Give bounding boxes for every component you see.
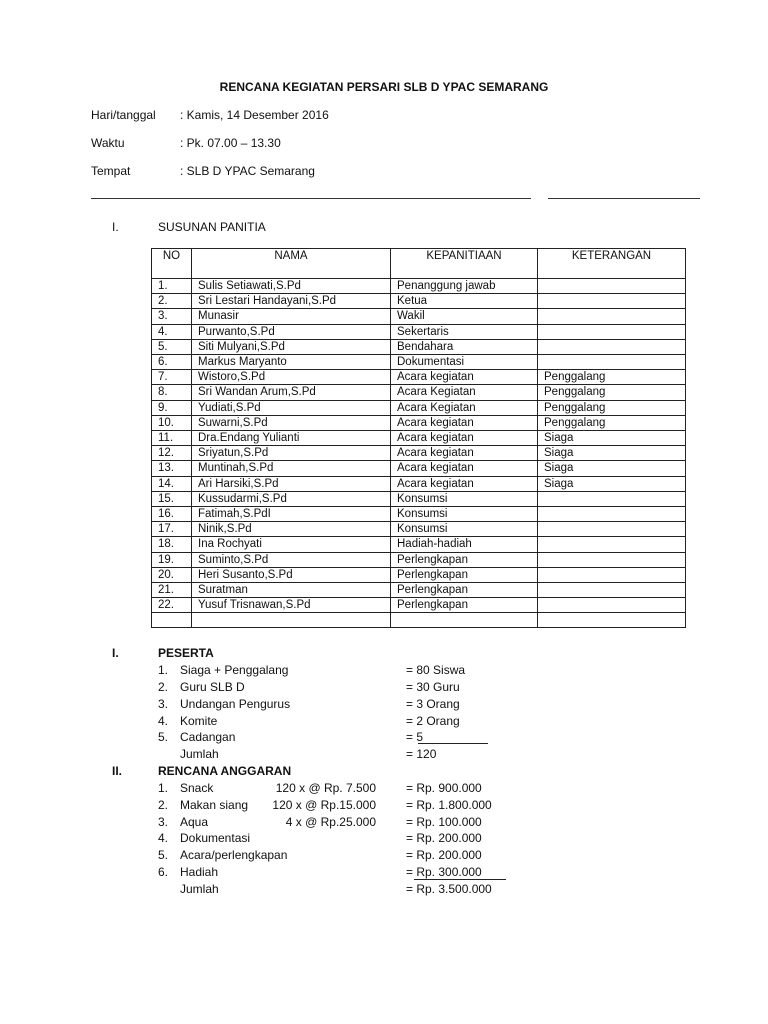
header-kepanitiaan: KEPANITIAAN: [391, 249, 538, 279]
cell-nama: Muntinah,S.Pd: [192, 461, 391, 476]
cell-no: 8.: [152, 385, 192, 400]
table-row: [152, 339, 686, 354]
cell-nama: Ina Rochyati: [192, 537, 391, 552]
cell-keterangan: [538, 294, 686, 309]
anggaran-item-number: 5.: [158, 848, 169, 862]
committee-table-body: [152, 279, 686, 628]
cell-kepanitiaan: Perlengkapan: [391, 567, 538, 582]
section-anggaran-number: II.: [112, 764, 123, 778]
cell-nama: Heri Susanto,S.Pd: [192, 567, 391, 582]
cell-nama: Yudiati,S.Pd: [192, 400, 391, 415]
cell-nama: Ari Harsiki,S.Pd: [192, 476, 391, 491]
info-label-date: Hari/tanggal: [91, 108, 156, 122]
anggaran-item-calc: 4 x @ Rp.25.000: [285, 815, 376, 829]
cell-no: 2.: [152, 294, 192, 309]
cell-keterangan: [538, 537, 686, 552]
table-row: [152, 583, 686, 598]
cell-nama: Wistoro,S.Pd: [192, 370, 391, 385]
anggaran-total-label: Jumlah: [180, 882, 219, 896]
peserta-item-value: = 5: [406, 730, 424, 744]
cell-kepanitiaan: Perlengkapan: [391, 598, 538, 613]
anggaran-item-label: Dokumentasi: [180, 831, 251, 845]
cell-kepanitiaan: Perlengkapan: [391, 583, 538, 598]
anggaran-total-value: = Rp. 3.500.000: [406, 882, 492, 896]
table-row: [152, 476, 686, 491]
peserta-item-value: = 3 Orang: [406, 697, 460, 711]
cell-keterangan: Penggalang: [538, 370, 686, 385]
peserta-total-value: = 120: [406, 747, 437, 761]
table-row: [152, 598, 686, 613]
cell-no: 18.: [152, 537, 192, 552]
cell-keterangan: [538, 567, 686, 582]
cell-no: 11.: [152, 431, 192, 446]
anggaran-item-value: = Rp. 200.000: [406, 831, 482, 845]
cell-nama: Dra.Endang Yulianti: [192, 431, 391, 446]
cell-keterangan: [538, 355, 686, 370]
peserta-item-number: 2.: [158, 680, 169, 694]
peserta-item-value: = 30 Guru: [406, 680, 460, 694]
peserta-item-label: Siaga + Penggalang: [180, 663, 289, 677]
info-value-time: : Pk. 07.00 – 13.30: [180, 136, 281, 150]
cell-kepanitiaan: Acara kegiatan: [391, 461, 538, 476]
cell-keterangan: Siaga: [538, 461, 686, 476]
peserta-item-number: 4.: [158, 714, 169, 728]
section-peserta-number: I.: [112, 646, 119, 660]
cell-keterangan: [538, 552, 686, 567]
cell-nama: Suwarni,S.Pd: [192, 415, 391, 430]
section-peserta-title: PESERTA: [158, 646, 214, 660]
anggaran-item-value: = Rp. 1.800.000: [406, 798, 492, 812]
header-nama: NAMA: [192, 249, 391, 279]
table-row: [152, 507, 686, 522]
table-row: [152, 537, 686, 552]
anggaran-item-number: 1.: [158, 781, 169, 795]
peserta-item-label: Cadangan: [180, 730, 236, 744]
cell-keterangan: Siaga: [538, 446, 686, 461]
anggaran-item-label: Hadiah: [180, 865, 219, 879]
peserta-sum-underline: [418, 743, 488, 744]
anggaran-item-label: Snack: [180, 781, 214, 795]
table-row: [152, 294, 686, 309]
cell-kepanitiaan: Acara kegiatan: [391, 431, 538, 446]
peserta-item-label: Komite: [180, 714, 218, 728]
cell-keterangan: [538, 522, 686, 537]
table-row: [152, 431, 686, 446]
cell-keterangan: [538, 324, 686, 339]
cell-no: 16.: [152, 507, 192, 522]
cell-kepanitiaan: Wakil: [391, 309, 538, 324]
cell-nama: Fatimah,S.PdI: [192, 507, 391, 522]
document-title: RENCANA KEGIATAN PERSARI SLB D YPAC SEMARANG: [219, 80, 549, 94]
cell-keterangan: Penggalang: [538, 385, 686, 400]
table-row: [152, 552, 686, 567]
cell-kepanitiaan: Acara kegiatan: [391, 415, 538, 430]
cell-empty: [391, 613, 538, 628]
cell-no: 7.: [152, 370, 192, 385]
table-row: [152, 324, 686, 339]
cell-nama: Sulis Setiawati,S.Pd: [192, 279, 391, 294]
cell-nama: Suratman: [192, 583, 391, 598]
table-row: [152, 400, 686, 415]
cell-no: 19.: [152, 552, 192, 567]
anggaran-item-number: 3.: [158, 815, 169, 829]
table-header-row: [152, 249, 686, 279]
cell-nama: Suminto,S.Pd: [192, 552, 391, 567]
table-row: [152, 309, 686, 324]
table-row: [152, 370, 686, 385]
cell-keterangan: [538, 279, 686, 294]
cell-no: 4.: [152, 324, 192, 339]
cell-kepanitiaan: Acara kegiatan: [391, 446, 538, 461]
anggaran-item-label: Aqua: [180, 815, 209, 829]
cell-kepanitiaan: Acara kegiatan: [391, 476, 538, 491]
anggaran-item-value: = Rp. 900.000: [406, 781, 482, 795]
section-anggaran-title: RENCANA ANGGARAN: [158, 764, 292, 778]
cell-no: 22.: [152, 598, 192, 613]
section-susunan-number: I.: [112, 220, 119, 234]
cell-keterangan: [538, 339, 686, 354]
cell-no: 21.: [152, 583, 192, 598]
cell-kepanitiaan: Dokumentasi: [391, 355, 538, 370]
anggaran-item-calc: 120 x @ Rp.15.000: [272, 798, 376, 812]
anggaran-item-calc: 120 x @ Rp. 7.500: [275, 781, 376, 795]
table-row: [152, 461, 686, 476]
cell-keterangan: Penggalang: [538, 400, 686, 415]
table-row: [152, 491, 686, 506]
peserta-item-label: Undangan Pengurus: [180, 697, 291, 711]
cell-no: 6.: [152, 355, 192, 370]
cell-no: 9.: [152, 400, 192, 415]
cell-nama: Sri Lestari Handayani,S.Pd: [192, 294, 391, 309]
cell-kepanitiaan: Acara kegiatan: [391, 370, 538, 385]
peserta-item-number: 1.: [158, 663, 169, 677]
cell-kepanitiaan: Ketua: [391, 294, 538, 309]
cell-no: 1.: [152, 279, 192, 294]
cell-nama: Kussudarmi,S.Pd: [192, 491, 391, 506]
cell-no: 17.: [152, 522, 192, 537]
header-keterangan: KETERANGAN: [538, 249, 686, 279]
cell-kepanitiaan: Acara Kegiatan: [391, 385, 538, 400]
anggaran-item-number: 4.: [158, 831, 169, 845]
cell-no: 15.: [152, 491, 192, 506]
cell-keterangan: [538, 309, 686, 324]
cell-no: 3.: [152, 309, 192, 324]
peserta-item-label: Guru SLB D: [180, 680, 245, 694]
table-row: [152, 385, 686, 400]
cell-kepanitiaan: Konsumsi: [391, 491, 538, 506]
info-value-place: : SLB D YPAC Semarang: [180, 164, 315, 178]
cell-nama: Munasir: [192, 309, 391, 324]
table-row: [152, 446, 686, 461]
info-value-date: : Kamis, 14 Desember 2016: [180, 108, 329, 122]
cell-no: 20.: [152, 567, 192, 582]
divider-right: [548, 198, 700, 199]
anggaran-item-value: = Rp. 200.000: [406, 848, 482, 862]
section-susunan-title: SUSUNAN PANITIA: [158, 220, 266, 234]
divider-left: [91, 198, 531, 199]
cell-nama: Sri Wandan Arum,S.Pd: [192, 385, 391, 400]
cell-nama: Purwanto,S.Pd: [192, 324, 391, 339]
cell-kepanitiaan: Hadiah-hadiah: [391, 537, 538, 552]
cell-keterangan: [538, 583, 686, 598]
cell-keterangan: [538, 507, 686, 522]
cell-empty: [152, 613, 192, 628]
peserta-item-value: = 2 Orang: [406, 714, 460, 728]
cell-kepanitiaan: Acara Kegiatan: [391, 400, 538, 415]
cell-nama: Markus Maryanto: [192, 355, 391, 370]
cell-keterangan: [538, 491, 686, 506]
cell-kepanitiaan: Konsumsi: [391, 522, 538, 537]
peserta-item-value: = 80 Siswa: [406, 663, 466, 677]
peserta-item-number: 5.: [158, 730, 169, 744]
cell-kepanitiaan: Sekertaris: [391, 324, 538, 339]
header-no: NO: [152, 249, 192, 279]
cell-keterangan: Penggalang: [538, 415, 686, 430]
anggaran-item-label: Makan siang: [180, 798, 249, 812]
anggaran-item-number: 6.: [158, 865, 169, 879]
info-label-place: Tempat: [91, 164, 131, 178]
table-row: [152, 279, 686, 294]
peserta-total-label: Jumlah: [180, 747, 219, 761]
anggaran-item-label: Acara/perlengkapan: [180, 848, 288, 862]
cell-no: 12.: [152, 446, 192, 461]
cell-empty: [538, 613, 686, 628]
table-row: [152, 522, 686, 537]
cell-no: 5.: [152, 339, 192, 354]
anggaran-item-value: = Rp. 300.000: [406, 865, 482, 879]
cell-keterangan: Siaga: [538, 431, 686, 446]
committee-table: [151, 248, 686, 628]
cell-keterangan: [538, 598, 686, 613]
cell-kepanitiaan: Bendahara: [391, 339, 538, 354]
cell-kepanitiaan: Penanggung jawab: [391, 279, 538, 294]
cell-nama: Ninik,S.Pd: [192, 522, 391, 537]
cell-no: 13.: [152, 461, 192, 476]
cell-keterangan: Siaga: [538, 476, 686, 491]
table-row: [152, 567, 686, 582]
anggaran-item-value: = Rp. 100.000: [406, 815, 482, 829]
cell-kepanitiaan: Konsumsi: [391, 507, 538, 522]
table-row-empty: [152, 613, 686, 628]
cell-kepanitiaan: Perlengkapan: [391, 552, 538, 567]
table-row: [152, 355, 686, 370]
peserta-item-number: 3.: [158, 697, 169, 711]
cell-no: 10.: [152, 415, 192, 430]
table-row: [152, 415, 686, 430]
anggaran-sum-underline: [414, 879, 506, 880]
anggaran-item-number: 2.: [158, 798, 169, 812]
cell-nama: Sriyatun,S.Pd: [192, 446, 391, 461]
cell-empty: [192, 613, 391, 628]
info-label-time: Waktu: [91, 136, 125, 150]
cell-nama: Yusuf Trisnawan,S.Pd: [192, 598, 391, 613]
cell-nama: Siti Mulyani,S.Pd: [192, 339, 391, 354]
cell-no: 14.: [152, 476, 192, 491]
